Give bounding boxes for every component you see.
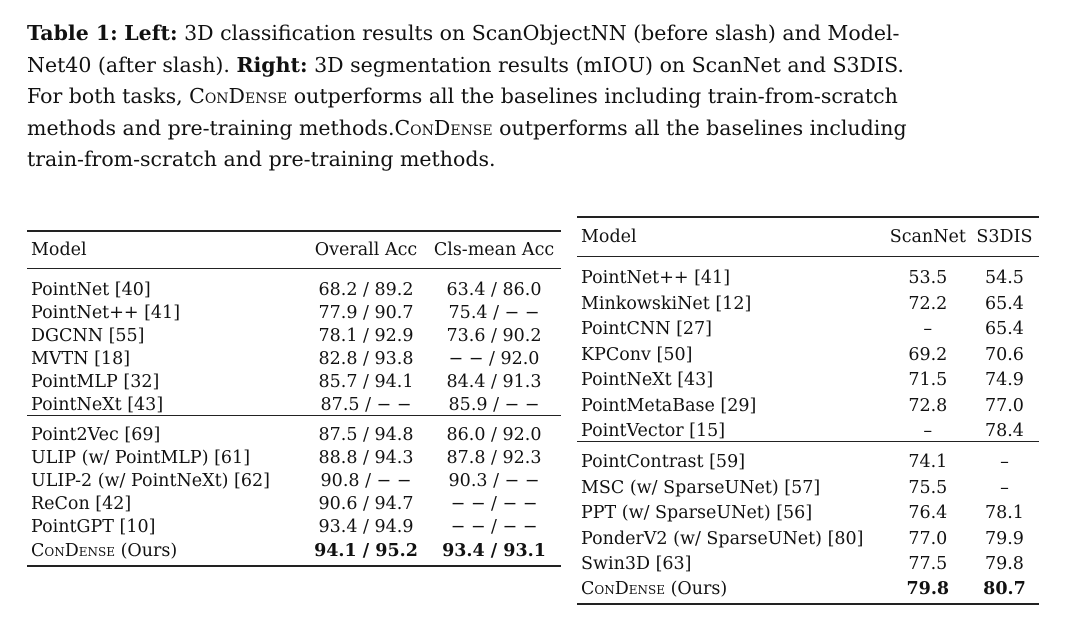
table-row bbox=[577, 390, 1039, 416]
table-row bbox=[577, 257, 1039, 289]
scannet-value-cell: 71.5 bbox=[908, 370, 948, 390]
ours-row bbox=[27, 537, 561, 566]
scannet-value-cell: – bbox=[923, 319, 933, 339]
s3dis-value-cell: 74.9 bbox=[984, 370, 1024, 390]
table-caption bbox=[27, 18, 1052, 176]
clsmean-value-cell: 75.4 / − − bbox=[448, 303, 540, 323]
scannet-value-cell: 74.1 bbox=[886, 442, 970, 473]
overall-value-cell: 87.5 / − − bbox=[320, 395, 412, 415]
scannet-value-cell: 77.0 bbox=[908, 528, 948, 549]
model-name-cell: PointNet++ [41] bbox=[581, 268, 731, 288]
caption-right-label: Right: bbox=[236, 52, 308, 77]
caption-line-2 bbox=[27, 50, 1052, 82]
caption-line-5: train-from-scratch and pre-training methods. bbox=[27, 147, 496, 171]
caption-line3-post: outperforms all the baselines including train-from-scratch bbox=[287, 84, 898, 108]
table-row bbox=[577, 288, 1039, 314]
caption-line-1 bbox=[27, 18, 1052, 50]
right-header-row bbox=[577, 217, 1039, 257]
table-row bbox=[577, 549, 1039, 575]
model-name-cell: ULIP-2 (w/ PointNeXt) [62] bbox=[31, 471, 270, 491]
ours-row bbox=[577, 574, 1039, 604]
table-row bbox=[577, 498, 1039, 524]
s3dis-value-cell: 65.4 bbox=[984, 293, 1024, 314]
model-name-cell: Point2Vec [69] bbox=[27, 416, 305, 446]
clsmean-value-cell: 84.4 / 91.3 bbox=[446, 372, 542, 392]
left-header-row bbox=[27, 231, 561, 269]
caption-line-3 bbox=[27, 81, 1052, 113]
overall-value-cell: 77.9 / 90.7 bbox=[318, 303, 414, 323]
scannet-value-cell: 69.2 bbox=[908, 344, 948, 365]
overall-value-cell: 85.7 / 94.1 bbox=[318, 372, 414, 392]
caption-line-4 bbox=[27, 113, 1052, 145]
table-row bbox=[27, 323, 561, 346]
scannet-value-cell: 72.8 bbox=[908, 395, 948, 416]
model-name-cell: PointVector [15] bbox=[581, 421, 726, 441]
model-name-cell: ReCon [42] bbox=[31, 494, 132, 514]
segmentation-table bbox=[577, 216, 1039, 605]
left-table-body bbox=[27, 269, 561, 567]
right-table-body bbox=[577, 257, 1039, 605]
clsmean-value-cell: 73.6 / 90.2 bbox=[446, 326, 542, 346]
s3dis-value-cell: 70.6 bbox=[984, 344, 1024, 365]
left-header-model: Model bbox=[27, 231, 305, 269]
right-header-scannet: ScanNet bbox=[886, 217, 970, 257]
overall-value-cell: 88.8 / 94.3 bbox=[318, 448, 414, 468]
model-name-cell: DGCNN [55] bbox=[31, 326, 145, 346]
model-name-cell: PointNeXt [43] bbox=[581, 370, 714, 390]
caption-method-name-2: ConDense bbox=[394, 115, 493, 140]
caption-line4-post: outperforms all the baselines including bbox=[492, 115, 907, 140]
model-name-cell: MSC (w/ SparseUNet) [57] bbox=[581, 477, 821, 498]
scannet-value-cell: 76.4 bbox=[908, 503, 948, 523]
right-header-s3dis: S3DIS bbox=[970, 217, 1039, 257]
overall-value-cell: 90.6 / 94.7 bbox=[318, 494, 414, 514]
caption-left-text-2: Net40 (after slash). bbox=[27, 52, 237, 77]
table-row bbox=[577, 339, 1039, 365]
classification-table bbox=[27, 230, 561, 567]
model-name-cell: MinkowskiNet [12] bbox=[581, 293, 752, 314]
table-row bbox=[577, 365, 1039, 391]
s3dis-value-cell: 77.0 bbox=[984, 395, 1024, 416]
s3dis-value-cell: 79.8 bbox=[984, 554, 1024, 574]
model-name-cell: Swin3D [63] bbox=[581, 554, 692, 574]
model-name-cell: PointNet [40] bbox=[31, 280, 151, 300]
caption-right-text: 3D segmentation results (mIOU) on ScanNet and S3DIS. bbox=[307, 52, 904, 77]
table-row bbox=[27, 269, 561, 301]
scannet-value-cell: 77.5 bbox=[908, 554, 948, 574]
clsmean-value-cell: 63.4 / 86.0 bbox=[446, 280, 542, 300]
model-name-cell: KPConv [50] bbox=[581, 344, 693, 365]
caption-left-text-1: 3D classification results on ScanObjectNN (before slash) and Model- bbox=[177, 21, 900, 45]
model-name-cell: PointMetaBase [29] bbox=[581, 395, 757, 416]
caption-left-label: Left: bbox=[124, 21, 178, 45]
s3dis-value-cell: 78.4 bbox=[984, 421, 1024, 441]
scannet-value-cell: – bbox=[923, 421, 933, 441]
s3dis-value-cell: 54.5 bbox=[984, 268, 1024, 288]
table-row bbox=[27, 491, 561, 514]
table-row bbox=[27, 445, 561, 468]
overall-value-cell: 78.1 / 92.9 bbox=[318, 326, 414, 346]
ours-model-name-cell: ConDense (Ours) bbox=[27, 537, 305, 566]
right-header-model: Model bbox=[577, 217, 886, 257]
table-row bbox=[577, 523, 1039, 549]
table-row bbox=[27, 416, 561, 446]
table-row bbox=[27, 468, 561, 491]
ours-model-name-cell: ConDense (Ours) bbox=[577, 574, 886, 604]
overall-value-cell: 68.2 / 89.2 bbox=[318, 280, 414, 300]
clsmean-value-cell: − − / − − bbox=[450, 517, 538, 537]
model-name-cell: PointGPT [10] bbox=[31, 517, 156, 537]
scannet-value-cell: 53.5 bbox=[908, 268, 948, 288]
caption-method-name: ConDense bbox=[189, 84, 288, 108]
overall-value-cell: 82.8 / 93.8 bbox=[318, 349, 414, 369]
clsmean-value-cell: − − / 92.0 bbox=[448, 349, 540, 369]
model-name-cell: PointNeXt [43] bbox=[31, 395, 164, 415]
overall-value-cell: 90.8 / − − bbox=[320, 471, 412, 491]
s3dis-value-cell: – bbox=[1000, 477, 1009, 498]
table-row bbox=[577, 472, 1039, 498]
scannet-value-cell: 72.2 bbox=[908, 293, 948, 314]
method-name: ConDense bbox=[31, 541, 115, 561]
table-row bbox=[577, 314, 1039, 340]
model-name-cell: PointContrast [59] bbox=[577, 442, 886, 473]
model-name-cell: PointMLP [32] bbox=[31, 372, 160, 392]
caption-line4-pre: methods and pre-training methods. bbox=[27, 115, 395, 140]
table-row bbox=[27, 392, 561, 416]
s3dis-value-cell: 78.1 bbox=[984, 503, 1024, 523]
model-name-cell: PPT (w/ SparseUNet) [56] bbox=[581, 503, 813, 523]
clsmean-value-cell: 90.3 / − − bbox=[448, 471, 540, 491]
ours-scannet-value-cell: 79.8 bbox=[886, 574, 970, 604]
table-row bbox=[577, 442, 1039, 473]
model-name-cell: PointCNN [27] bbox=[581, 319, 713, 339]
caption-table-label: Table 1: bbox=[27, 21, 118, 45]
table-row bbox=[27, 300, 561, 323]
model-name-cell: MVTN [18] bbox=[31, 349, 131, 369]
clsmean-value-cell: 86.0 / 92.0 bbox=[427, 416, 561, 446]
s3dis-value-cell: 65.4 bbox=[984, 319, 1024, 339]
method-name: ConDense bbox=[581, 578, 665, 599]
ours-clsmean-value-cell: 93.4 / 93.1 bbox=[427, 537, 561, 566]
table-row bbox=[577, 416, 1039, 442]
model-name-cell: PonderV2 (w/ SparseUNet) [80] bbox=[581, 528, 864, 549]
ours-s3dis-value-cell: 80.7 bbox=[970, 574, 1039, 604]
s3dis-value-cell: 79.9 bbox=[984, 528, 1024, 549]
ours-overall-value-cell: 94.1 / 95.2 bbox=[305, 537, 427, 566]
table-row bbox=[27, 369, 561, 392]
scannet-value-cell: 75.5 bbox=[908, 477, 948, 498]
table-row bbox=[27, 346, 561, 369]
overall-value-cell: 93.4 / 94.9 bbox=[318, 517, 414, 537]
model-name-cell: PointNet++ [41] bbox=[31, 303, 181, 323]
model-name-cell: ULIP (w/ PointMLP) [61] bbox=[31, 448, 251, 468]
left-header-cls-mean-acc: Cls-mean Acc bbox=[427, 231, 561, 269]
left-header-overall-acc: Overall Acc bbox=[305, 231, 427, 269]
clsmean-value-cell: 87.8 / 92.3 bbox=[446, 448, 542, 468]
s3dis-value-cell: – bbox=[970, 442, 1039, 473]
caption-line3-pre: For both tasks, bbox=[27, 84, 190, 108]
clsmean-value-cell: − − / − − bbox=[450, 494, 538, 514]
clsmean-value-cell: 85.9 / − − bbox=[448, 395, 540, 415]
overall-value-cell: 87.5 / 94.8 bbox=[305, 416, 427, 446]
table-row bbox=[27, 514, 561, 537]
